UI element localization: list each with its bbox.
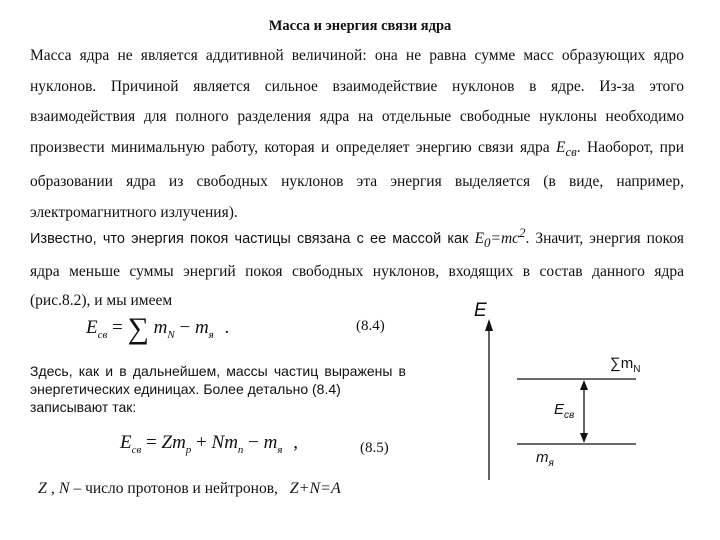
binding-arrow-head-bottom (580, 433, 588, 443)
footer-text: – число протонов и нейтронов, (69, 480, 278, 497)
nucleus-mass-label: $m_я$ (536, 449, 554, 469)
energy-axis-label: E (474, 300, 487, 321)
energy-level-diagram (470, 295, 710, 485)
paragraph3-last-line: записывают так: (30, 399, 137, 415)
footer-line (38, 480, 341, 498)
paragraph1-text-after: . Наоборот, при образовании ядра из свободных нуклонов эта энергия выделяется (в виде, например, электромагнитного излучения). (30, 138, 684, 221)
paragraph2-lead: Известно, что энергия покоя частицы связана с ее массой как (30, 231, 475, 248)
binding-arrow-head-top (580, 380, 588, 390)
footer-vars: Z , N (38, 480, 70, 497)
binding-energy-label: $E_{св}$ (554, 401, 575, 421)
paragraph3-text: Здесь, как и в дальнейшем, массы частиц выражены в энергетических единицах. Более детально (8.4) (30, 363, 406, 397)
equation-number-8-5: (8.5) (360, 440, 389, 456)
equation-8-5: $E_{св} = Zm_p + Nm_n - m_я$ , (120, 432, 298, 456)
binding-energy-symbol: $E_{св}$ (555, 138, 577, 159)
rest-energy-formula: $E_0=mc^2$ (474, 225, 526, 251)
paragraph2-rest: . Значит, энергия покоя ядра меньше суммы энергий покоя свободных нуклонов, входящих в состав данного ядра (рис.8.2), и мы имеем (30, 230, 685, 310)
paragraph-units (30, 362, 406, 416)
sum-symbol: ∑ (127, 312, 149, 345)
page-title: Масса и энергия связи ядра (268, 18, 452, 34)
paragraph-mass-additivity (30, 41, 684, 228)
equation-number-8-4: (8.4) (356, 318, 385, 334)
equation-8-4: $E_{св}$ = ∑ $m_N - m_я$ . (86, 312, 230, 345)
footer-relation: Z+N=A (289, 480, 341, 497)
nucleon-mass-label: $\sum m_N$ (610, 355, 641, 375)
paragraph1-text: Масса ядра не является аддитивной величиной: она не равна сумме масс образующих ядро нуклонов. Причиной является сильное взаимодействие нуклонов в ядре. Из-за этого взаимодействия для полного разделения ядра на отдельные свободные нуклоны необходимо произвести минимальную работу, которая и определяет энергию связи ядра (30, 47, 684, 156)
energy-diagram-svg (470, 295, 710, 485)
